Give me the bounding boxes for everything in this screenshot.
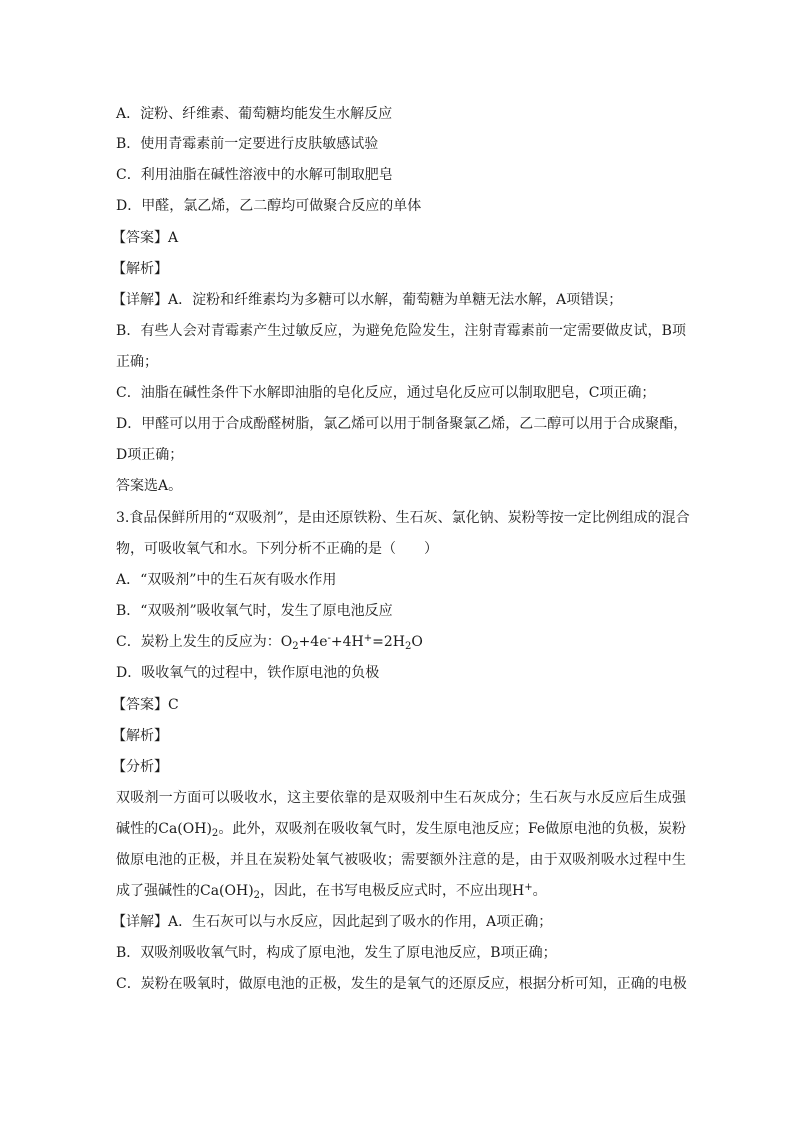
- q3-stem-line1: 3.食品保鲜所用的“双吸剂”，是由还原铁粉、生石灰、氯化钠、炭粉等按一定比例组成的混合: [116, 510, 690, 526]
- q3-detail-b: B．双吸剂吸收氧气时，构成了原电池，发生了原电池反应，B项正确；: [116, 945, 557, 961]
- q2-option-a: A．淀粉、纤维素、葡萄糖均能发生水解反应: [116, 106, 393, 122]
- q3-fenxi-line3: 做原电池的正极，并且在炭粉处氧气被吸收；需要额外注意的是，由于双吸剂吸水过程中生: [116, 852, 686, 868]
- q3-option-b: B．“双吸剂”吸收氧气时，发生了原电池反应: [116, 603, 393, 619]
- q2-conclusion: 答案选A。: [116, 478, 183, 494]
- q3-option-d: D．吸收氧气的过程中，铁作原电池的负极: [116, 665, 380, 681]
- q3-stem-line2: 物，可吸收氧气和水。下列分析不正确的是（ ）: [116, 541, 438, 557]
- q2-analysis-label: 【解析】: [112, 261, 168, 277]
- q2-detail-b-line2: 正确；: [116, 354, 158, 370]
- q2-detail-b-line1: B．有些人会对青霉素产生过敏反应，为避免危险发生，注射青霉素前一定需要做皮试，B项: [116, 323, 686, 339]
- q3-fenxi-line1: 双吸剂一方面可以吸收水，这主要依靠的是双吸剂中生石灰成分；生石灰与水反应后生成强: [116, 790, 686, 806]
- q2-detail-d-line2: D项正确；: [116, 447, 184, 463]
- q3-analysis-label: 【解析】: [112, 728, 168, 744]
- q2-option-c: C．利用油脂在碱性溶液中的水解可制取肥皂: [116, 167, 393, 183]
- q2-answer: 【答案】A: [112, 230, 179, 246]
- q3-option-a: A．“双吸剂”中的生石灰有吸水作用: [116, 572, 337, 588]
- q2-option-b: B．使用青霉素前一定要进行皮肤敏感试验: [116, 136, 379, 152]
- q3-detail-c-line1: C．炭粉在吸氧时，做原电池的正极，发生的是氧气的还原反应，根据分析可知，正确的电极: [116, 976, 687, 992]
- q3-fenxi-line2: 碱性的$Ca(OH)_2$。此外，双吸剂在吸收氧气时，发生原电池反应；Fe做原电池的负极，炭粉: [116, 821, 686, 839]
- q2-option-d: D．甲醛，氯乙烯，乙二醇均可做聚合反应的单体: [116, 198, 422, 214]
- q2-detail-d-line1: D．甲醛可以用于合成酚醛树脂，氯乙烯可以用于制备聚氯乙烯，乙二醇可以用于合成聚酯，: [116, 416, 688, 432]
- q3-option-c: C．炭粉上发生的反应为：$O_2+4e^-+4H^+=2H_2O$: [116, 633, 423, 652]
- q3-detail-a: 【详解】A．生石灰可以与水反应，因此起到了吸水的作用，A项正确；: [112, 914, 553, 930]
- q2-detail-c: C．油脂在碱性条件下水解即油脂的皂化反应，通过皂化反应可以制取肥皂，C项正确；: [116, 385, 656, 401]
- q3-fenxi-line4: 成了强碱性的$Ca(OH)_2$，因此，在书写电极反应式时，不应出现H+。: [116, 882, 547, 901]
- q2-detail-a: 【详解】A．淀粉和纤维素均为多糖可以水解，葡萄糖为单糖无法水解，A项错误；: [112, 292, 623, 308]
- q3-fenxi-label: 【分析】: [112, 759, 168, 775]
- q3-answer: 【答案】C: [112, 697, 179, 713]
